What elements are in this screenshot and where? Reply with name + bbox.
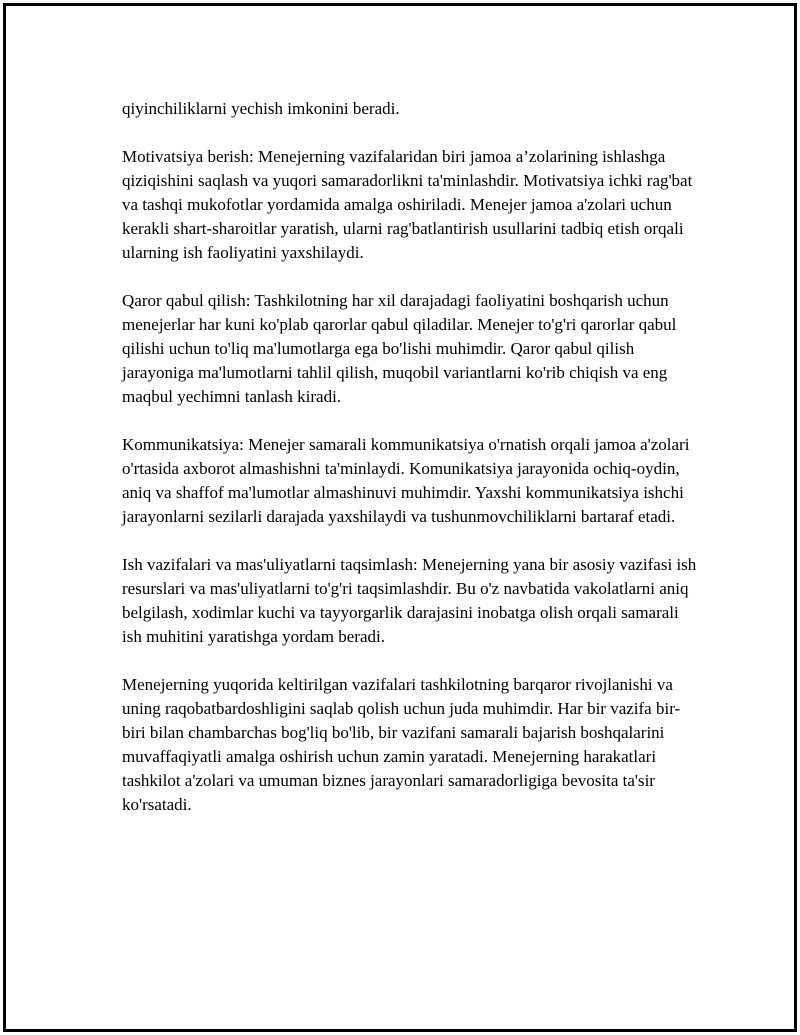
- paragraph-communication: Kommunikatsiya: Menejer samarali kommunikatsiya o'rnatish orqali jamoa a'zolari o'rtasida axborot almashishni ta'minlaydi. Komunikatsiya jarayonida ochiq-oydin, aniq va shaffof ma'lumotlar almashinuvi muhimdir. Yaxshi kommunikatsiya ishchi jarayonlarni sezilarli darajada yaxshilaydi va tushunmovchiliklarni bartaraf etadi.: [122, 435, 690, 526]
- document-body: [122, 97, 702, 817]
- paragraph-continuation: qiyinchiliklarni yechish imkonini beradi.: [122, 99, 400, 118]
- paragraph-task-distribution: Ish vazifalari va mas'uliyatlarni taqsimlash: Menejerning yana bir asosiy vazifasi ish resurslari va mas'uliyatlarni to'g'ri taqsimlashdir. Bu o'z navbatida vakolatlarni aniq belgilash, xodimlar kuchi va tayyorgarlik darajasini inobatga olish orqali samarali ish muhitini yaratishga yordam beradi.: [122, 555, 697, 646]
- paragraph-conclusion: Menejerning yuqorida keltirilgan vazifalari tashkilotning barqaror rivojlanishi va uning raqobatbardoshligini saqlab qolish uchun juda muhimdir. Har bir vazifa bir-biri bilan chambarchas bog'liq bo'lib, bir vazifani samarali bajarish boshqalarini muvaffaqiyatli amalga oshirish uchun zamin yaratadi. Menejerning harakatlari tashkilot a'zolari va umuman biznes jarayonlari samaradorligiga bevosita ta'sir ko'rsatadi.: [122, 675, 681, 814]
- page-frame: [3, 3, 797, 1032]
- paragraph-motivation: Motivatsiya berish: Menejerning vazifalaridan biri jamoa a’zolarining ishlashga qiziqishini saqlash va yuqori samaradorlikni ta'minlashdir. Motivatsiya ichki rag'bat va tashqi mukofotlar yordamida amalga oshiriladi. Menejer jamoa a'zolari uchun kerakli shart-sharoitlar yaratish, ularni rag'batlantirish usullarini tadbiq etish orqali ularning ish faoliyatini yaxshilaydi.: [122, 147, 693, 262]
- paragraph-decision-making: Qaror qabul qilish: Tashkilotning har xil darajadagi faoliyatini boshqarish uchun menejerlar har kuni ko'plab qarorlar qabul qiladilar. Menejer to'g'ri qarorlar qabul qilishi uchun to'liq ma'lumotlarga ega bo'lishi muhimdir. Qaror qabul qilish jarayoniga ma'lumotlarni tahlil qilish, muqobil variantlarni ko'rib chiqish va eng maqbul yechimni tanlash kiradi.: [122, 291, 677, 406]
